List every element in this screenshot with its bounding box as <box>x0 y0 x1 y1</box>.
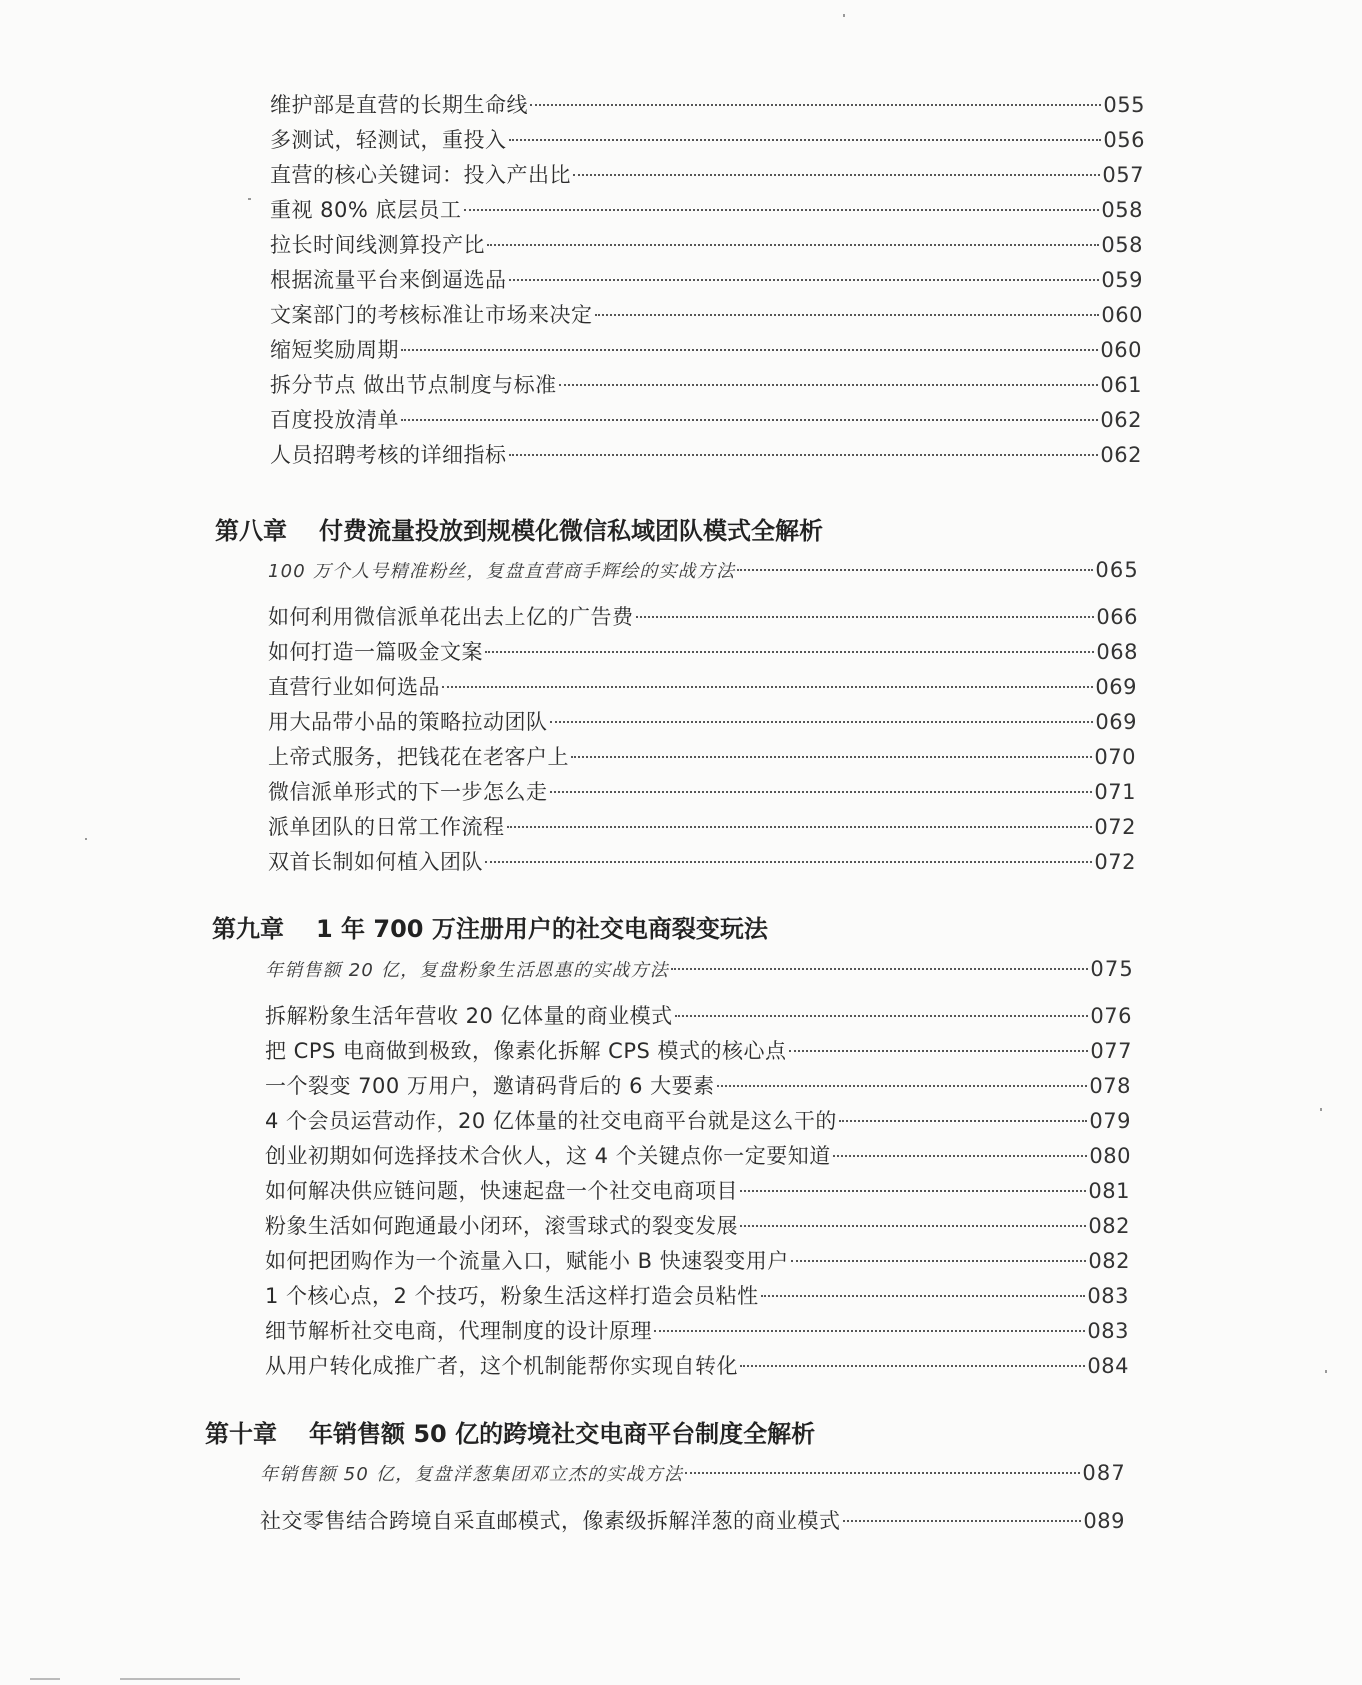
toc-entry-title: 文案部门的考核标准让市场来决定 <box>270 303 593 327</box>
toc-entry <box>268 635 1138 669</box>
chapter-number: 第九章 <box>212 915 284 943</box>
toc-entry-title: 上帝式服务，把钱花在老客户上 <box>268 745 569 769</box>
toc-entry-title: 拉长时间线测算投产比 <box>270 233 485 257</box>
toc-entry-page: 057 <box>1102 163 1144 187</box>
dot-leader <box>559 384 1099 386</box>
toc-entry <box>270 158 1144 192</box>
toc-entry <box>265 1244 1130 1278</box>
toc-entry <box>268 740 1136 774</box>
toc-entry <box>270 438 1142 472</box>
toc-entry-title: 双首长制如何植入团队 <box>268 850 483 874</box>
toc-entry-page: 069 <box>1095 710 1137 734</box>
toc-entry-page: 077 <box>1090 1039 1132 1063</box>
toc-entry-title: 拆解粉象生活年营收 20 亿体量的商业模式 <box>265 1004 673 1028</box>
toc-entry-page: 083 <box>1087 1319 1129 1343</box>
dot-leader <box>401 349 1098 351</box>
chapter-title: 年销售额 50 亿的跨境社交电商平台制度全解析 <box>309 1420 816 1448</box>
dot-leader <box>573 174 1100 176</box>
toc-entry-title: 如何打造一篇吸金文案 <box>268 640 483 664</box>
toc-entry-page: 083 <box>1087 1284 1129 1308</box>
scan-edge <box>30 1678 60 1680</box>
toc-entry-page: 069 <box>1095 675 1137 699</box>
toc-entry <box>265 1069 1131 1103</box>
toc-entry-page: 082 <box>1088 1249 1130 1273</box>
toc-entry-title: 细节解析社交电商，代理制度的设计原理 <box>265 1319 652 1343</box>
toc-entry-page: 062 <box>1100 443 1142 467</box>
dot-leader <box>761 1295 1086 1297</box>
toc-entry-page: 058 <box>1101 198 1143 222</box>
toc-entry <box>270 193 1143 227</box>
dot-leader <box>507 826 1093 828</box>
toc-entry-page: 070 <box>1094 745 1136 769</box>
toc-entry-page: 080 <box>1089 1144 1131 1168</box>
toc-entry-page: 075 <box>1090 957 1134 981</box>
dot-leader <box>833 1155 1088 1157</box>
toc-entry-page: 056 <box>1103 128 1145 152</box>
dot-leader <box>717 1085 1088 1087</box>
scan-speck <box>248 198 251 200</box>
dot-leader <box>737 569 1093 571</box>
toc-entry <box>268 775 1136 809</box>
toc-entry-title: 派单团队的日常工作流程 <box>268 815 505 839</box>
dot-leader <box>550 721 1094 723</box>
chapter-subtitle <box>265 952 1134 986</box>
toc-entry-title: 缩短奖励周期 <box>270 338 399 362</box>
toc-entry <box>270 263 1143 297</box>
toc-entry-title: 4 个会员运营动作，20 亿体量的社交电商平台就是这么干的 <box>265 1109 837 1133</box>
toc-entry-title: 直营行业如何选品 <box>268 675 440 699</box>
scan-speck <box>1320 1108 1322 1111</box>
dot-leader <box>509 139 1102 141</box>
dot-leader <box>464 209 1100 211</box>
toc-entry <box>265 1104 1131 1138</box>
chapter-number: 第八章 <box>215 517 287 545</box>
toc-entry-page: 072 <box>1094 850 1136 874</box>
dot-leader <box>509 279 1100 281</box>
toc-entry <box>260 1504 1125 1538</box>
toc-entry-title: 年销售额 50 亿，复盘洋葱集团邓立杰的实战方法 <box>260 1464 684 1485</box>
chapter-number: 第十章 <box>205 1420 277 1448</box>
dot-leader <box>487 244 1099 246</box>
toc-entry <box>265 1279 1129 1313</box>
toc-entry-title: 根据流量平台来倒逼选品 <box>270 268 507 292</box>
dot-leader <box>571 756 1092 758</box>
toc-entry-page: 065 <box>1095 558 1139 582</box>
toc-entry <box>268 810 1136 844</box>
toc-entry-title: 百度投放清单 <box>270 408 399 432</box>
toc-entry <box>265 1314 1129 1348</box>
chapter-subtitle <box>268 553 1139 587</box>
dot-leader <box>442 686 1093 688</box>
toc-entry <box>268 705 1137 739</box>
chapter-title: 1 年 700 万注册用户的社交电商裂变玩法 <box>316 915 768 943</box>
dot-leader <box>839 1120 1087 1122</box>
dot-leader <box>671 968 1088 970</box>
toc-entry-title: 把 CPS 电商做到极致，像素化拆解 CPS 模式的核心点 <box>265 1039 787 1063</box>
toc-entry-title: 100 万个人号精准粉丝，复盘直营商手辉绘的实战方法 <box>268 561 736 582</box>
dot-leader <box>636 616 1095 618</box>
toc-entry-title: 创业初期如何选择技术合伙人，这 4 个关键点你一定要知道 <box>265 1144 831 1168</box>
toc-entry-page: 068 <box>1096 640 1138 664</box>
dot-leader <box>740 1365 1085 1367</box>
dot-leader <box>654 1330 1085 1332</box>
dot-leader <box>843 1520 1082 1522</box>
toc-entry-page: 079 <box>1089 1109 1131 1133</box>
dot-leader <box>740 1225 1086 1227</box>
dot-leader <box>740 1190 1086 1192</box>
chapter-title: 付费流量投放到规模化微信私域团队模式全解析 <box>319 517 823 545</box>
toc-entry <box>265 1034 1132 1068</box>
toc-entry-title: 一个裂变 700 万用户，邀请码背后的 6 大要素 <box>265 1074 715 1098</box>
toc-entry-page: 076 <box>1090 1004 1132 1028</box>
dot-leader <box>789 1050 1089 1052</box>
toc-entry <box>268 670 1137 704</box>
dot-leader <box>509 454 1099 456</box>
dot-leader <box>485 651 1094 653</box>
toc-entry <box>268 845 1136 879</box>
toc-entry-title: 重视 80% 底层员工 <box>270 198 462 222</box>
chapter-heading <box>205 1414 815 1454</box>
toc-entry-page: 060 <box>1101 303 1143 327</box>
toc-entry <box>265 1209 1130 1243</box>
dot-leader <box>791 1260 1087 1262</box>
toc-entry-title: 1 个核心点，2 个技巧，粉象生活这样打造会员粘性 <box>265 1284 759 1308</box>
toc-entry <box>268 600 1138 634</box>
toc-entry-page: 078 <box>1089 1074 1131 1098</box>
toc-entry-title: 维护部是直营的长期生命线 <box>270 93 528 117</box>
toc-entry-page: 089 <box>1083 1509 1125 1533</box>
toc-entry-title: 从用户转化成推广者，这个机制能帮你实现自转化 <box>265 1354 738 1378</box>
toc-entry-title: 如何利用微信派单花出去上亿的广告费 <box>268 605 634 629</box>
toc-entry-page: 081 <box>1088 1179 1130 1203</box>
toc-entry-title: 人员招聘考核的详细指标 <box>270 443 507 467</box>
scan-speck <box>843 14 845 17</box>
toc-entry-page: 087 <box>1082 1461 1126 1485</box>
dot-leader <box>595 314 1100 316</box>
toc-entry-page: 082 <box>1088 1214 1130 1238</box>
toc-entry <box>270 368 1142 402</box>
toc-entry <box>265 1174 1130 1208</box>
toc-entry-page: 084 <box>1087 1354 1129 1378</box>
toc-entry <box>270 123 1145 157</box>
dot-leader <box>485 861 1092 863</box>
toc-entry-title: 多测试，轻测试，重投入 <box>270 128 507 152</box>
toc-entry <box>270 88 1145 122</box>
toc-entry-page: 066 <box>1096 605 1138 629</box>
dot-leader <box>401 419 1098 421</box>
toc-entry-page: 055 <box>1103 93 1145 117</box>
toc-entry-page: 061 <box>1100 373 1142 397</box>
toc-entry-page: 060 <box>1100 338 1142 362</box>
chapter-heading <box>215 511 823 551</box>
toc-entry <box>265 1349 1129 1383</box>
scan-speck <box>1325 1370 1327 1373</box>
toc-entry-title: 拆分节点 做出节点制度与标准 <box>270 373 557 397</box>
toc-entry <box>265 999 1132 1033</box>
dot-leader <box>530 104 1101 106</box>
toc-entry <box>270 333 1142 367</box>
toc-entry-title: 用大品带小品的策略拉动团队 <box>268 710 548 734</box>
scan-speck <box>85 838 87 840</box>
toc-entry <box>270 228 1143 262</box>
toc-entry-page: 062 <box>1100 408 1142 432</box>
dot-leader <box>675 1015 1089 1017</box>
dot-leader <box>550 791 1093 793</box>
chapter-heading <box>212 909 768 949</box>
toc-entry-page: 058 <box>1101 233 1143 257</box>
toc-entry-title: 社交零售结合跨境自采直邮模式，像素级拆解洋葱的商业模式 <box>260 1509 841 1533</box>
toc-entry-title: 粉象生活如何跑通最小闭环，滚雪球式的裂变发展 <box>265 1214 738 1238</box>
scan-edge <box>120 1678 240 1680</box>
toc-entry-page: 071 <box>1094 780 1136 804</box>
toc-entry <box>265 1139 1131 1173</box>
toc-entry-title: 如何解决供应链问题，快速起盘一个社交电商项目 <box>265 1179 738 1203</box>
toc-entry <box>270 298 1143 332</box>
toc-entry <box>270 403 1142 437</box>
toc-entry-title: 直营的核心关键词：投入产出比 <box>270 163 571 187</box>
toc-entry-title: 如何把团购作为一个流量入口，赋能小 B 快速裂变用户 <box>265 1249 789 1273</box>
toc-entry-title: 微信派单形式的下一步怎么走 <box>268 780 548 804</box>
toc-entry-page: 059 <box>1101 268 1143 292</box>
toc-entry-page: 072 <box>1094 815 1136 839</box>
dot-leader <box>685 1472 1080 1474</box>
toc-entry-title: 年销售额 20 亿，复盘粉象生活恩惠的实战方法 <box>265 960 669 981</box>
chapter-subtitle <box>260 1456 1126 1490</box>
